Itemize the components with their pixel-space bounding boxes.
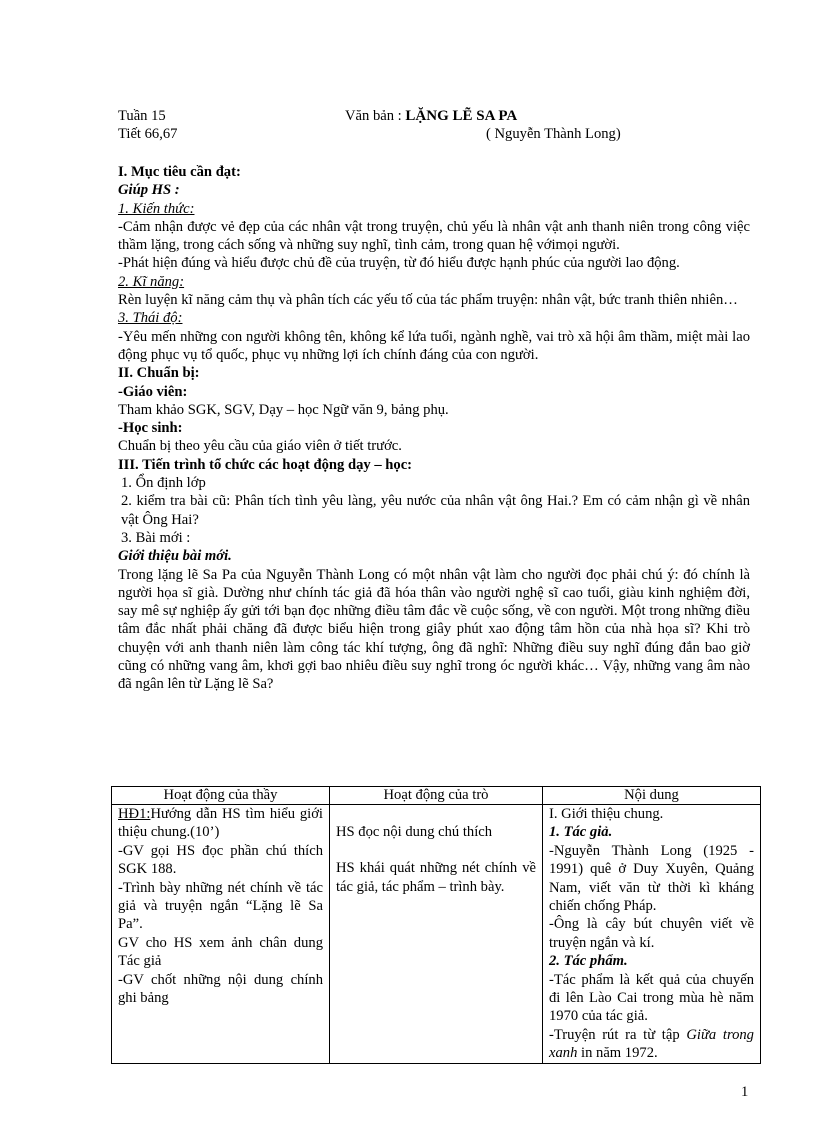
attitude-heading: 3. Thái độ: [118, 310, 183, 327]
lesson-body [118, 163, 750, 694]
section-2-heading: II. Chuẩn bị: [118, 365, 200, 382]
text-label: Văn bản : [345, 108, 402, 124]
header-teacher-activity: Hoạt động của thầy [112, 787, 330, 805]
page-number: 1 [741, 1084, 749, 1100]
table-header-row [112, 787, 761, 805]
student-prep-heading: -Học sinh: [118, 420, 183, 437]
teacher-item: GV cho HS xem ảnh chân dung Tác giả [118, 934, 323, 970]
teacher-prep-heading: -Giáo viên: [118, 383, 188, 400]
student-item: HS đọc nội dung chú thích [336, 824, 493, 840]
header-student-activity: Hoạt động của trò [330, 787, 543, 805]
document-title-line [345, 108, 517, 125]
step-2: 2. kiểm tra bài cũ: Phân tích tình yêu làng, yêu nước của nhân vật ông Hai.? Em có cảm nhận gì về nhân vật Ông Hai? [121, 493, 750, 528]
skills-heading: 2. Kĩ năng: [118, 273, 185, 290]
student-prep-text: Chuẩn bị theo yêu cầu của giáo viên ở tiết trước. [118, 438, 402, 455]
header-content: Nội dung [543, 787, 761, 805]
knowledge-item-2: -Phát hiện đúng và hiểu được chủ đề của truyện, từ đó hiểu được hạnh phúc của người lao động. [118, 255, 680, 272]
student-activity-cell [330, 805, 543, 1064]
teacher-item: -Trình bày những nét chính về tác giả và truyện ngắn “Lặng lẽ Sa Pa”. [118, 879, 323, 933]
knowledge-heading: 1. Kiến thức: [118, 200, 195, 217]
teacher-item: -GV chốt những nội dung chính ghi bảng [118, 971, 323, 1007]
teacher-prep-text: Tham khảo SGK, SGV, Dạy – học Ngữ văn 9, bảng phụ. [118, 401, 449, 418]
period-label: Tiết 66,67 [118, 126, 178, 142]
knowledge-item-1: -Cảm nhận được vẻ đẹp của các nhân vật trong truyện, chủ yếu là nhân vật anh thanh niên trong công việc thầm lặng, trong cách sống và những suy nghĩ, tình cảm, trong quan hệ vớimọi người. [118, 218, 750, 254]
work-2-prefix: -Truyện rút ra từ tập [549, 1026, 680, 1043]
intro-text: Trong lặng lẽ Sa Pa của Nguyễn Thành Long có một nhân vật làm cho người đọc phải chú ý: đó chính là người họa sĩ già. Dường như chính tác giả đã hóa thân vào người nghệ sĩ cao tuổi, giàu kinh nghiệm đời, say mê sự nghiệp ấy gửi tới bạn đọc những điều tâm đắc về cuộc sống, về con người. Một trong những điều tâm đắc nhất phải chăng đã được biểu hiện trong giây phút xao động tâm hồn của nhà họa sĩ? Khi trò chuyện với anh thanh niên làm công tác khí tượng, ông đã nghĩ: Những điều suy nghĩ đúng đắn bao giờ cũng có những vang âm, khơi gợi bao nhiêu điều suy nghĩ trong óc người khác… Vậy, những vang âm nào đã ngân lên từ Lặng lẽ Sa? [118, 566, 750, 693]
activity-1-text: Hướng dẫn HS tìm hiểu giới thiệu chung.(10’) [118, 806, 323, 841]
teacher-item: -GV gọi HS đọc phần chú thích SGK 188. [118, 842, 323, 878]
author-heading: 1. Tác giả. [549, 824, 613, 841]
author-item: -Nguyễn Thành Long (1925 - 1991) quê ở Duy Xuyên, Quảng Nam, viết văn từ thời kì kháng chiến chống Pháp. [549, 842, 754, 915]
activity-1-line [118, 805, 323, 842]
attitude-text: -Yêu mến những con người không tên, không kể lứa tuổi, ngành nghề, vai trò xã hội âm thầm, miệt mài lao động phục vụ tổ quốc, phục vụ những lợi ích chính đáng của con người. [118, 328, 750, 363]
intro-heading: Giới thiệu bài mới. [118, 548, 232, 565]
author-item: -Ông là cây bút chuyên viết về truyện ngắn và kí. [549, 916, 754, 951]
section-1-heading: I. Mục tiêu cần đạt: [118, 164, 241, 180]
skills-text: Rèn luyện kĩ năng cảm thụ và phân tích các yếu tố của tác phẩm truyện: nhân vật, bức tranh thiên nhiên… [118, 292, 738, 309]
document-author: ( Nguyễn Thành Long) [486, 126, 621, 142]
step-1: 1. Ổn định lớp [121, 475, 206, 492]
content-cell [543, 805, 761, 1064]
lesson-activity-table [111, 786, 761, 1064]
work-heading: 2. Tác phẩm. [549, 953, 628, 970]
teacher-activity-cell [112, 805, 330, 1064]
document-title: LẶNG LẼ SA PA [405, 108, 518, 124]
student-item: HS khái quát những nét chính về tác giả, tác phẩm – trình bày. [336, 860, 536, 895]
work-item [549, 1026, 754, 1063]
week-label: Tuần 15 [118, 108, 166, 124]
content-heading: I. Giới thiệu chung. [549, 806, 664, 822]
work-item: -Tác phẩm là kết quả của chuyến đi lên Lào Cai trong mùa hè năm 1970 của tác giả. [549, 971, 754, 1025]
section-3-heading: III. Tiến trình tổ chức các hoạt động dạy – học: [118, 456, 413, 473]
work-2-suffix: in năm 1972. [581, 1045, 658, 1062]
collection-title: Giữa trong xanh [549, 1026, 754, 1062]
table-row [112, 805, 761, 1064]
step-3: 3. Bài mới : [121, 529, 191, 546]
activity-1-label: HĐ1: [118, 806, 151, 822]
section-1-intro: Giúp HS : [118, 182, 180, 199]
